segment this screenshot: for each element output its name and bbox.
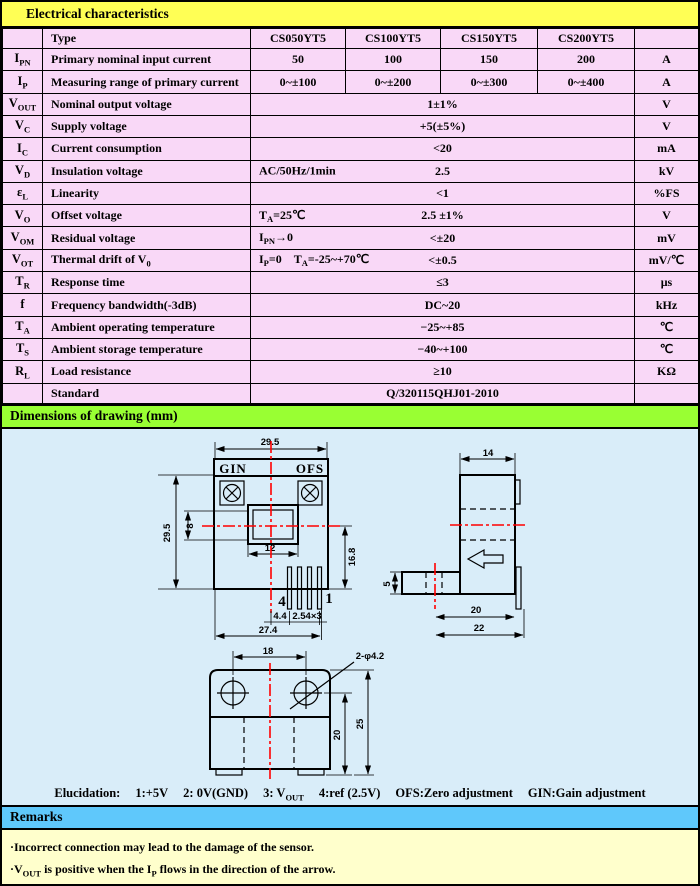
symbol-cell: $R_L$ <box>3 361 43 383</box>
value-cell: <20 <box>251 138 635 160</box>
model-name: CS100YT5 <box>346 28 441 48</box>
parameter-cell: Standard <box>43 383 251 404</box>
parameter-cell: Primary nominal input current <box>43 49 251 71</box>
value-cell: 50 <box>251 49 346 71</box>
table-row <box>3 182 699 204</box>
dim-label: 12 <box>264 542 276 554</box>
value-cell: 0~±200 <box>346 71 441 93</box>
pin-number-1: 1 <box>325 590 333 607</box>
parameter-cell: Supply voltage <box>43 115 251 137</box>
unit-cell: kHz <box>635 294 699 316</box>
dim-label: 4.4 <box>273 610 287 622</box>
table-row <box>3 294 699 316</box>
parameter-cell: Current consumption <box>43 138 251 160</box>
table-row <box>3 338 699 360</box>
condition-text: AC/50Hz/1min <box>259 163 336 178</box>
pin2-meaning: 2: 0V(GND) <box>183 786 249 801</box>
symbol-cell: $\varepsilon_L$ <box>3 182 43 204</box>
table-row <box>3 71 699 93</box>
parameter-cell: Residual voltage <box>43 227 251 249</box>
value-cell: DC~20 <box>251 294 635 316</box>
zero-adjust-label: OFS <box>295 460 325 476</box>
pin4-meaning: 4:ref (2.5V) <box>318 786 381 801</box>
value-cell: 0~±300 <box>441 71 538 93</box>
symbol-cell: $I_P$ <box>3 71 43 93</box>
parameter-cell: Ambient storage temperature <box>43 338 251 360</box>
model-name: CS050YT5 <box>251 28 346 48</box>
hole-diameter-label: 2-φ4.2 <box>355 650 385 662</box>
section-header-dimensions <box>2 404 698 429</box>
dim-label: 2.54×3 <box>292 610 322 622</box>
parameter-cell: Load resistance <box>43 361 251 383</box>
table-row <box>3 138 699 160</box>
bottom-view <box>210 646 384 779</box>
dim-label: 29.5 <box>260 436 280 448</box>
dimension-drawing-area <box>2 429 698 805</box>
pin-number-4: 4 <box>278 593 286 610</box>
symbol-cell: $V_{OM}$ <box>3 227 43 249</box>
dim-label: 20 <box>470 604 482 616</box>
unit-cell: A <box>635 49 699 71</box>
value-cell: 0~±100 <box>251 71 346 93</box>
parameter-cell: Offset voltage <box>43 205 251 227</box>
value-cell: AC/50Hz/1min 2.5 <box>251 160 635 182</box>
value-cell: <1 <box>251 182 635 204</box>
table-row <box>3 93 699 115</box>
value-cell: −40~+100 <box>251 338 635 360</box>
table-row <box>3 361 699 383</box>
table-row <box>3 49 699 71</box>
unit-cell: A <box>635 71 699 93</box>
symbol-cell: $T_S$ <box>3 338 43 360</box>
dim-label: 22 <box>473 622 485 634</box>
dim-label: 16.8 <box>347 547 358 567</box>
symbol-cell: $T_A$ <box>3 316 43 338</box>
parameter-cell: Frequency bandwidth(-3dB) <box>43 294 251 316</box>
symbol-cell: $I_C$ <box>3 138 43 160</box>
value-cell: 1±1% <box>251 93 635 115</box>
table-header-row <box>3 28 699 48</box>
dim-label: 25 <box>355 718 366 730</box>
condition-text: $I_P=0$ $T_A=-25\sim+70℃$ <box>259 252 370 269</box>
unit-cell: V <box>635 93 699 115</box>
condition-text: $I_{PN}\to 0$ <box>259 229 294 247</box>
value-cell: 150 <box>441 49 538 71</box>
symbol-cell: $T_R$ <box>3 272 43 294</box>
section-title: Dimensions of drawing (mm) <box>10 408 178 424</box>
model-name: CS200YT5 <box>538 28 635 48</box>
section-title: Electrical characteristics <box>26 5 169 21</box>
elucidation-label: Elucidation: <box>54 786 121 801</box>
table-row <box>3 249 699 271</box>
front-view <box>158 437 358 640</box>
model-name: CS150YT5 <box>441 28 538 48</box>
section-title: Remarks <box>10 809 63 825</box>
value-cell: $T_A=25℃$ 2.5 ±1% <box>251 205 635 227</box>
parameter-cell: Nominal output voltage <box>43 93 251 115</box>
table-row <box>3 383 699 404</box>
parameter-cell: Thermal drift of $V_0$ <box>43 249 251 271</box>
empty-cell <box>635 383 699 404</box>
unit-cell: mA <box>635 138 699 160</box>
side-view <box>382 448 526 638</box>
elucidation-line <box>2 783 698 805</box>
symbol-cell: $V_O$ <box>3 205 43 227</box>
value-cell: +5(±5%) <box>251 115 635 137</box>
unit-cell: %FS <box>635 182 699 204</box>
section-header-electrical <box>2 2 698 28</box>
dim-label: 27.4 <box>258 624 278 636</box>
parameter-cell: Measuring range of primary current <box>43 71 251 93</box>
symbol-cell: $V_C$ <box>3 115 43 137</box>
unit-cell: ℃ <box>635 316 699 338</box>
dim-label: 8 <box>185 523 196 529</box>
value-cell: 100 <box>346 49 441 71</box>
value-cell: ≥10 <box>251 361 635 383</box>
unit-cell: kV <box>635 160 699 182</box>
dim-label: 5 <box>382 581 393 587</box>
dimension-drawing-svg <box>2 429 698 783</box>
value-cell: $I_{PN}\to 0$ <±20 <box>251 227 635 249</box>
symbol-cell: $V_{OUT}$ <box>3 93 43 115</box>
table-row <box>3 227 699 249</box>
table-row <box>3 160 699 182</box>
dim-label: 20 <box>332 729 343 741</box>
parameter-cell: Response time <box>43 272 251 294</box>
unit-cell: mV/℃ <box>635 249 699 271</box>
condition-text: $T_A=25℃$ <box>259 207 306 225</box>
table-row <box>3 115 699 137</box>
pin3-meaning: 3: $V_{OUT}$ <box>263 785 304 803</box>
gain-adjust-label: GIN <box>219 460 247 476</box>
symbol-cell: f <box>3 294 43 316</box>
value-cell: $I_P=0$ $T_A=-25\sim+70℃$ <±0.5 <box>251 249 635 271</box>
symbol-cell: $V_{OT}$ <box>3 249 43 271</box>
section-header-remarks <box>2 805 698 830</box>
empty-cell <box>635 28 699 48</box>
value-cell: 200 <box>538 49 635 71</box>
gin-meaning: GIN:Gain adjustment <box>527 786 646 801</box>
unit-cell: V <box>635 115 699 137</box>
unit-cell: ℃ <box>635 338 699 360</box>
table-row <box>3 272 699 294</box>
parameter-cell: Insulation voltage <box>43 160 251 182</box>
unit-cell: μs <box>635 272 699 294</box>
symbol-cell: $V_D$ <box>3 160 43 182</box>
value-cell: ≤3 <box>251 272 635 294</box>
remark-line: $\cdot V_{OUT}$ is positive when the $I_P$ flows in the direction of the arrow. <box>10 861 336 878</box>
pin1-meaning: 1:+5V <box>135 786 169 801</box>
dim-label: 18 <box>262 645 274 657</box>
table-row <box>3 316 699 338</box>
characteristics-table <box>2 28 699 404</box>
value-cell: −25~+85 <box>251 316 635 338</box>
dim-label: 14 <box>482 447 494 459</box>
remark-line: ·Incorrect connection may lead to the damage of the sensor. <box>10 839 314 854</box>
type-label-cell: Type <box>43 28 251 48</box>
empty-cell <box>3 383 43 404</box>
value-cell: Q/320115QHJ01-2010 <box>251 383 635 404</box>
ofs-meaning: OFS:Zero adjustment <box>395 786 513 801</box>
unit-cell: KΩ <box>635 361 699 383</box>
empty-cell <box>3 28 43 48</box>
value-cell: 0~±400 <box>538 71 635 93</box>
unit-cell: V <box>635 205 699 227</box>
symbol-cell: $I_{PN}$ <box>3 49 43 71</box>
parameter-cell: Linearity <box>43 182 251 204</box>
parameter-cell: Ambient operating temperature <box>43 316 251 338</box>
dim-label: 29.5 <box>162 523 173 543</box>
table-row <box>3 205 699 227</box>
remarks-body <box>2 830 698 884</box>
unit-cell: mV <box>635 227 699 249</box>
